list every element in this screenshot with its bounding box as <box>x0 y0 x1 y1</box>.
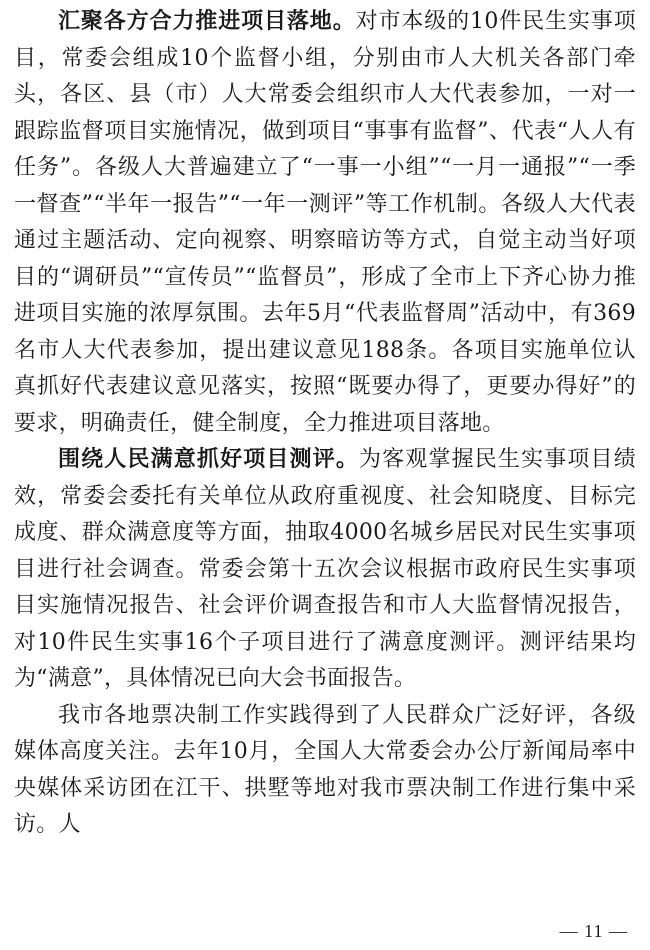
paragraph-body: 我市各地票决制工作实践得到了人民群众广泛好评，各级媒体高度关注。去年10月，全国人大常委会办公厅新闻局率中央媒体采访团在江干、拱墅等地对我市票决制工作进行集中采访。人 <box>14 702 636 837</box>
paragraph-lead-heading: 汇聚各方合力推进项目落地。 <box>58 9 356 34</box>
page-number: — 11 — <box>559 921 628 941</box>
body-text <box>14 4 636 844</box>
paragraph-body: 为客观掌握民生实事项目绩效，常委会委托有关单位从政府重视度、社会知晓度、目标完成度、群众满意度等方面，抽取4000名城乡居民对民生实事项目进行社会调查。常委会第十五次会议根据市政府民生实事项目实施情况报告、社会评价调查报告和市人大监督情况报告，对10件民生实事16个子项目进行了满意度测评。测评结果均为“满意”，具体情况已向大会书面报告。 <box>14 447 636 691</box>
paragraph-project-implementation <box>14 4 636 442</box>
paragraph-media-attention <box>14 698 636 844</box>
paragraph-body: 对市本级的10件民生实事项目，常委会组成10个监督小组，分别由市人大机关各部门牵头，各区、县（市）人大常委会组织市人大代表参加，一对一跟踪监督项目实施情况，做到项目“事事有监督”、代表“人人有任务”。各级人大普遍建立了“一事一小组”“一月一通报”“一季一督查”“半年一报告”“一年一测评”等工作机制。各级人大代表通过主题活动、定向视察、明察暗访等方式，自觉主动当好项目的“调研员”“宣传员”“监督员”，形成了全市上下齐心协力推进项目实施的浓厚氛围。去年5月“代表监督周”活动中，有369名市人大代表参加，提出建议意见188条。各项目实施单位认真抓好代表建议意见落实，按照“既要办得了，更要办得好”的要求，明确责任，健全制度，全力推进项目落地。 <box>14 9 636 436</box>
paragraph-lead-heading: 围绕人民满意抓好项目测评。 <box>58 447 359 472</box>
paragraph-satisfaction-evaluation <box>14 442 636 698</box>
